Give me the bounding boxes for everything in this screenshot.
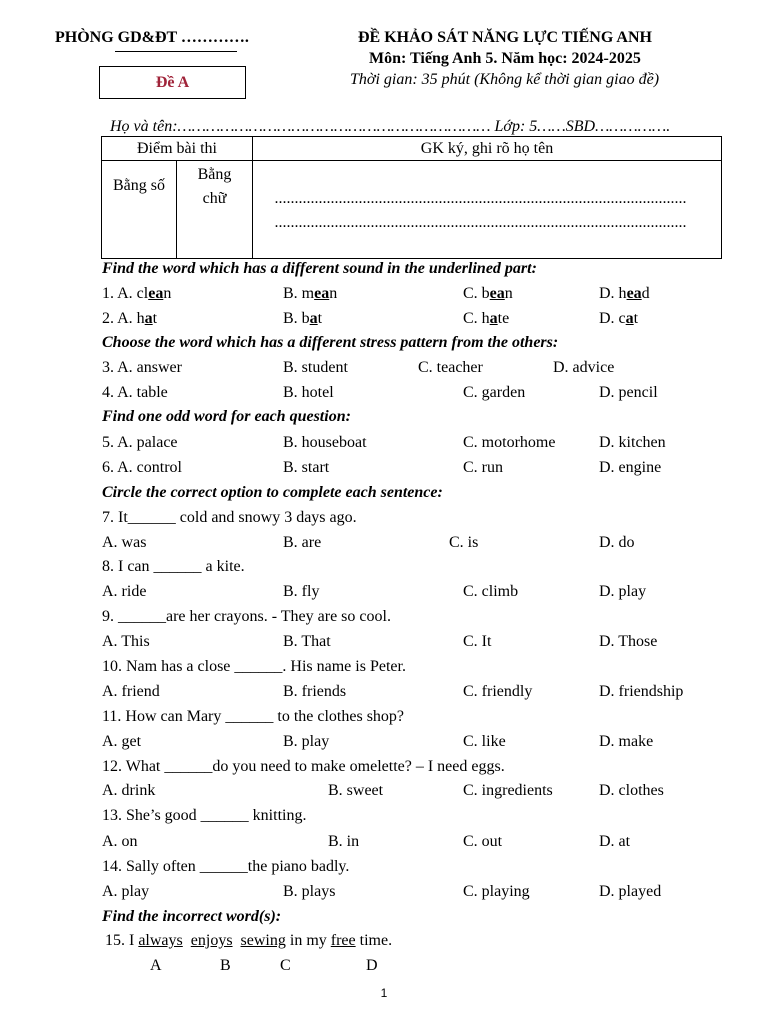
q9-option-d[interactable]: D. Those	[599, 633, 658, 650]
q10-option-d[interactable]: D. friendship	[599, 683, 684, 700]
score-by-number-label: Bằng số	[102, 161, 177, 259]
signature-line-1: .......................................................................................................	[274, 190, 687, 207]
q12-option-b[interactable]: B. sweet	[328, 782, 384, 799]
score-table	[101, 136, 722, 259]
q2-c-pre: C. h	[463, 310, 490, 327]
q14-option-a[interactable]: A. play	[102, 883, 150, 900]
q2-d-underlined: a	[625, 310, 634, 327]
q6-option-c[interactable]: C. run	[463, 459, 503, 476]
q2-a-underlined: a	[144, 310, 153, 327]
q2-b-pre: B. b	[283, 310, 310, 327]
exam-title: ĐỀ KHẢO SÁT NĂNG LỰC TIẾNG ANH	[358, 29, 652, 46]
department-name: PHÒNG GD&ĐT ………….	[55, 29, 249, 46]
q1-c-pre: C. b	[463, 285, 490, 302]
q13-option-d[interactable]: D. at	[599, 833, 631, 850]
q1-option-d[interactable]	[599, 285, 650, 303]
q14-option-c[interactable]: C. playing	[463, 883, 530, 900]
score-by-word-label	[177, 161, 253, 259]
q15-post: time.	[355, 932, 393, 949]
q10-stem: 10. Nam has a close ______. His name is Peter.	[102, 658, 406, 675]
section-heading-stress: Choose the word which has a different stress pattern from the others:	[102, 334, 559, 351]
score-header: Điểm bài thi	[102, 137, 253, 161]
q9-option-a[interactable]: A. This	[102, 633, 150, 650]
q1-option-b[interactable]	[283, 285, 337, 303]
q1-b-pre: B. m	[283, 285, 315, 302]
q1-option-c[interactable]	[463, 285, 513, 303]
q9-stem: 9. ______are her crayons. - They are so cool.	[102, 608, 391, 625]
exam-time: Thời gian: 35 phút (Không kể thời gian giao đề)	[350, 71, 660, 88]
q4-option-b[interactable]: B. hotel	[283, 384, 334, 401]
q12-option-c[interactable]: C. ingredients	[463, 782, 553, 799]
q13-option-b[interactable]: B. in	[328, 833, 360, 850]
q1-a-pre: 1. A. cl	[102, 285, 149, 302]
q8-option-a[interactable]: A. ride	[102, 583, 147, 600]
examiner-header: GK ký, ghi rõ họ tên	[253, 137, 722, 161]
q14-option-b[interactable]: B. plays	[283, 883, 336, 900]
q1-d-underlined: ea	[626, 285, 642, 302]
q3-option-a[interactable]: 3. A. answer	[102, 359, 182, 376]
q15-label-a: A	[150, 957, 162, 974]
section-heading-odd-word: Find one odd word for each question:	[102, 408, 351, 425]
q2-d-pre: D. c	[599, 310, 626, 327]
q11-option-c[interactable]: C. like	[463, 733, 506, 750]
q8-option-d[interactable]: D. play	[599, 583, 647, 600]
q15-mid: in my	[285, 932, 331, 949]
q13-stem: 13. She’s good ______ knitting.	[102, 807, 307, 824]
score-by-word-line1: Bằng	[197, 166, 232, 183]
q2-c-post: te	[497, 310, 510, 327]
q10-option-a[interactable]: A. friend	[102, 683, 160, 700]
q8-option-b[interactable]: B. fly	[283, 583, 320, 600]
header-divider	[115, 51, 237, 52]
exam-subject: Môn: Tiếng Anh 5. Năm học: 2024-2025	[369, 50, 641, 67]
examiner-signature-area	[253, 161, 722, 259]
exam-code-box	[99, 66, 246, 99]
signature-line-2: .......................................................................................................	[274, 214, 687, 231]
q2-option-a[interactable]	[102, 310, 157, 328]
q8-stem: 8. I can ______ a kite.	[102, 558, 245, 575]
q2-option-c[interactable]	[463, 310, 509, 328]
section-heading-complete-sentence: Circle the correct option to complete each sentence:	[102, 484, 443, 501]
q1-a-post: n	[163, 285, 172, 302]
q12-option-d[interactable]: D. clothes	[599, 782, 664, 799]
q14-stem: 14. Sally often ______the piano badly.	[102, 858, 350, 875]
q7-option-a[interactable]: A. was	[102, 534, 147, 551]
q15-sentence	[105, 932, 392, 950]
page-number: 1	[380, 986, 388, 1000]
q1-d-pre: D. h	[599, 285, 627, 302]
q11-option-d[interactable]: D. make	[599, 733, 654, 750]
q5-option-d[interactable]: D. kitchen	[599, 434, 666, 451]
q2-b-underlined: a	[309, 310, 318, 327]
q11-stem: 11. How can Mary ______ to the clothes shop?	[102, 708, 405, 725]
q15-word-d[interactable]: free	[330, 932, 356, 949]
q11-option-a[interactable]: A. get	[102, 733, 142, 750]
q3-option-b[interactable]: B. student	[283, 359, 348, 376]
q10-option-b[interactable]: B. friends	[283, 683, 347, 700]
q13-option-c[interactable]: C. out	[463, 833, 503, 850]
exam-code: Đề A	[155, 74, 190, 91]
q1-b-post: n	[329, 285, 338, 302]
q10-option-c[interactable]: C. friendly	[463, 683, 533, 700]
q12-option-a[interactable]: A. drink	[102, 782, 156, 799]
q15-pre: 15. I	[105, 932, 139, 949]
q8-option-c[interactable]: C. climb	[463, 583, 519, 600]
q2-option-d[interactable]	[599, 310, 638, 328]
q5-option-c[interactable]: C. motorhome	[463, 434, 556, 451]
q15-label-c: C	[280, 957, 291, 974]
section-heading-incorrect-word: Find the incorrect word(s):	[102, 908, 282, 925]
q2-a-post: t	[152, 310, 158, 327]
q15-word-a[interactable]: always	[138, 932, 183, 949]
q9-option-c[interactable]: C. It	[463, 633, 492, 650]
q1-c-underlined: ea	[489, 285, 505, 302]
q2-c-underlined: a	[489, 310, 498, 327]
q2-d-post: t	[633, 310, 639, 327]
q3-option-d[interactable]: D. advice	[553, 359, 615, 376]
q7-stem: 7. It______ cold and snowy 3 days ago.	[102, 509, 357, 526]
q7-option-b[interactable]: B. are	[283, 534, 322, 551]
q6-option-d[interactable]: D. engine	[599, 459, 662, 476]
q11-option-b[interactable]: B. play	[283, 733, 330, 750]
section-heading-sound: Find the word which has a different sound in the underlined part:	[102, 260, 537, 277]
q13-option-a[interactable]: A. on	[102, 833, 138, 850]
q5-option-a[interactable]: 5. A. palace	[102, 434, 178, 451]
q4-option-d[interactable]: D. pencil	[599, 384, 658, 401]
q6-option-a[interactable]: 6. A. control	[102, 459, 182, 476]
score-by-word-line2: chữ	[202, 190, 227, 207]
q12-stem: 12. What ______do you need to make omelette? – I need eggs.	[102, 758, 505, 775]
q1-b-underlined: ea	[314, 285, 330, 302]
q1-a-underlined: ea	[148, 285, 164, 302]
q3-option-c[interactable]: C. teacher	[418, 359, 483, 376]
q1-c-post: n	[504, 285, 513, 302]
q4-option-c[interactable]: C. garden	[463, 384, 526, 401]
q15-label-d: D	[366, 957, 378, 974]
q2-option-b[interactable]	[283, 310, 322, 328]
q6-option-b[interactable]: B. start	[283, 459, 330, 476]
q7-option-d[interactable]: D. do	[599, 534, 635, 551]
q15-word-c[interactable]: sewing	[240, 932, 286, 949]
q15-word-b[interactable]: enjoys	[190, 932, 233, 949]
student-info-line: Họ và tên:………………………………………………………… Lớp: 5……SBD…………….	[110, 118, 671, 135]
q1-option-a[interactable]	[102, 285, 171, 303]
q14-option-d[interactable]: D. played	[599, 883, 662, 900]
q15-label-b: B	[220, 957, 231, 974]
q1-d-post: d	[641, 285, 650, 302]
q2-a-pre: 2. A. h	[102, 310, 145, 327]
q4-option-a[interactable]: 4. A. table	[102, 384, 168, 401]
q2-b-post: t	[317, 310, 323, 327]
q5-option-b[interactable]: B. houseboat	[283, 434, 367, 451]
q9-option-b[interactable]: B. That	[283, 633, 331, 650]
q7-option-c[interactable]: C. is	[449, 534, 479, 551]
